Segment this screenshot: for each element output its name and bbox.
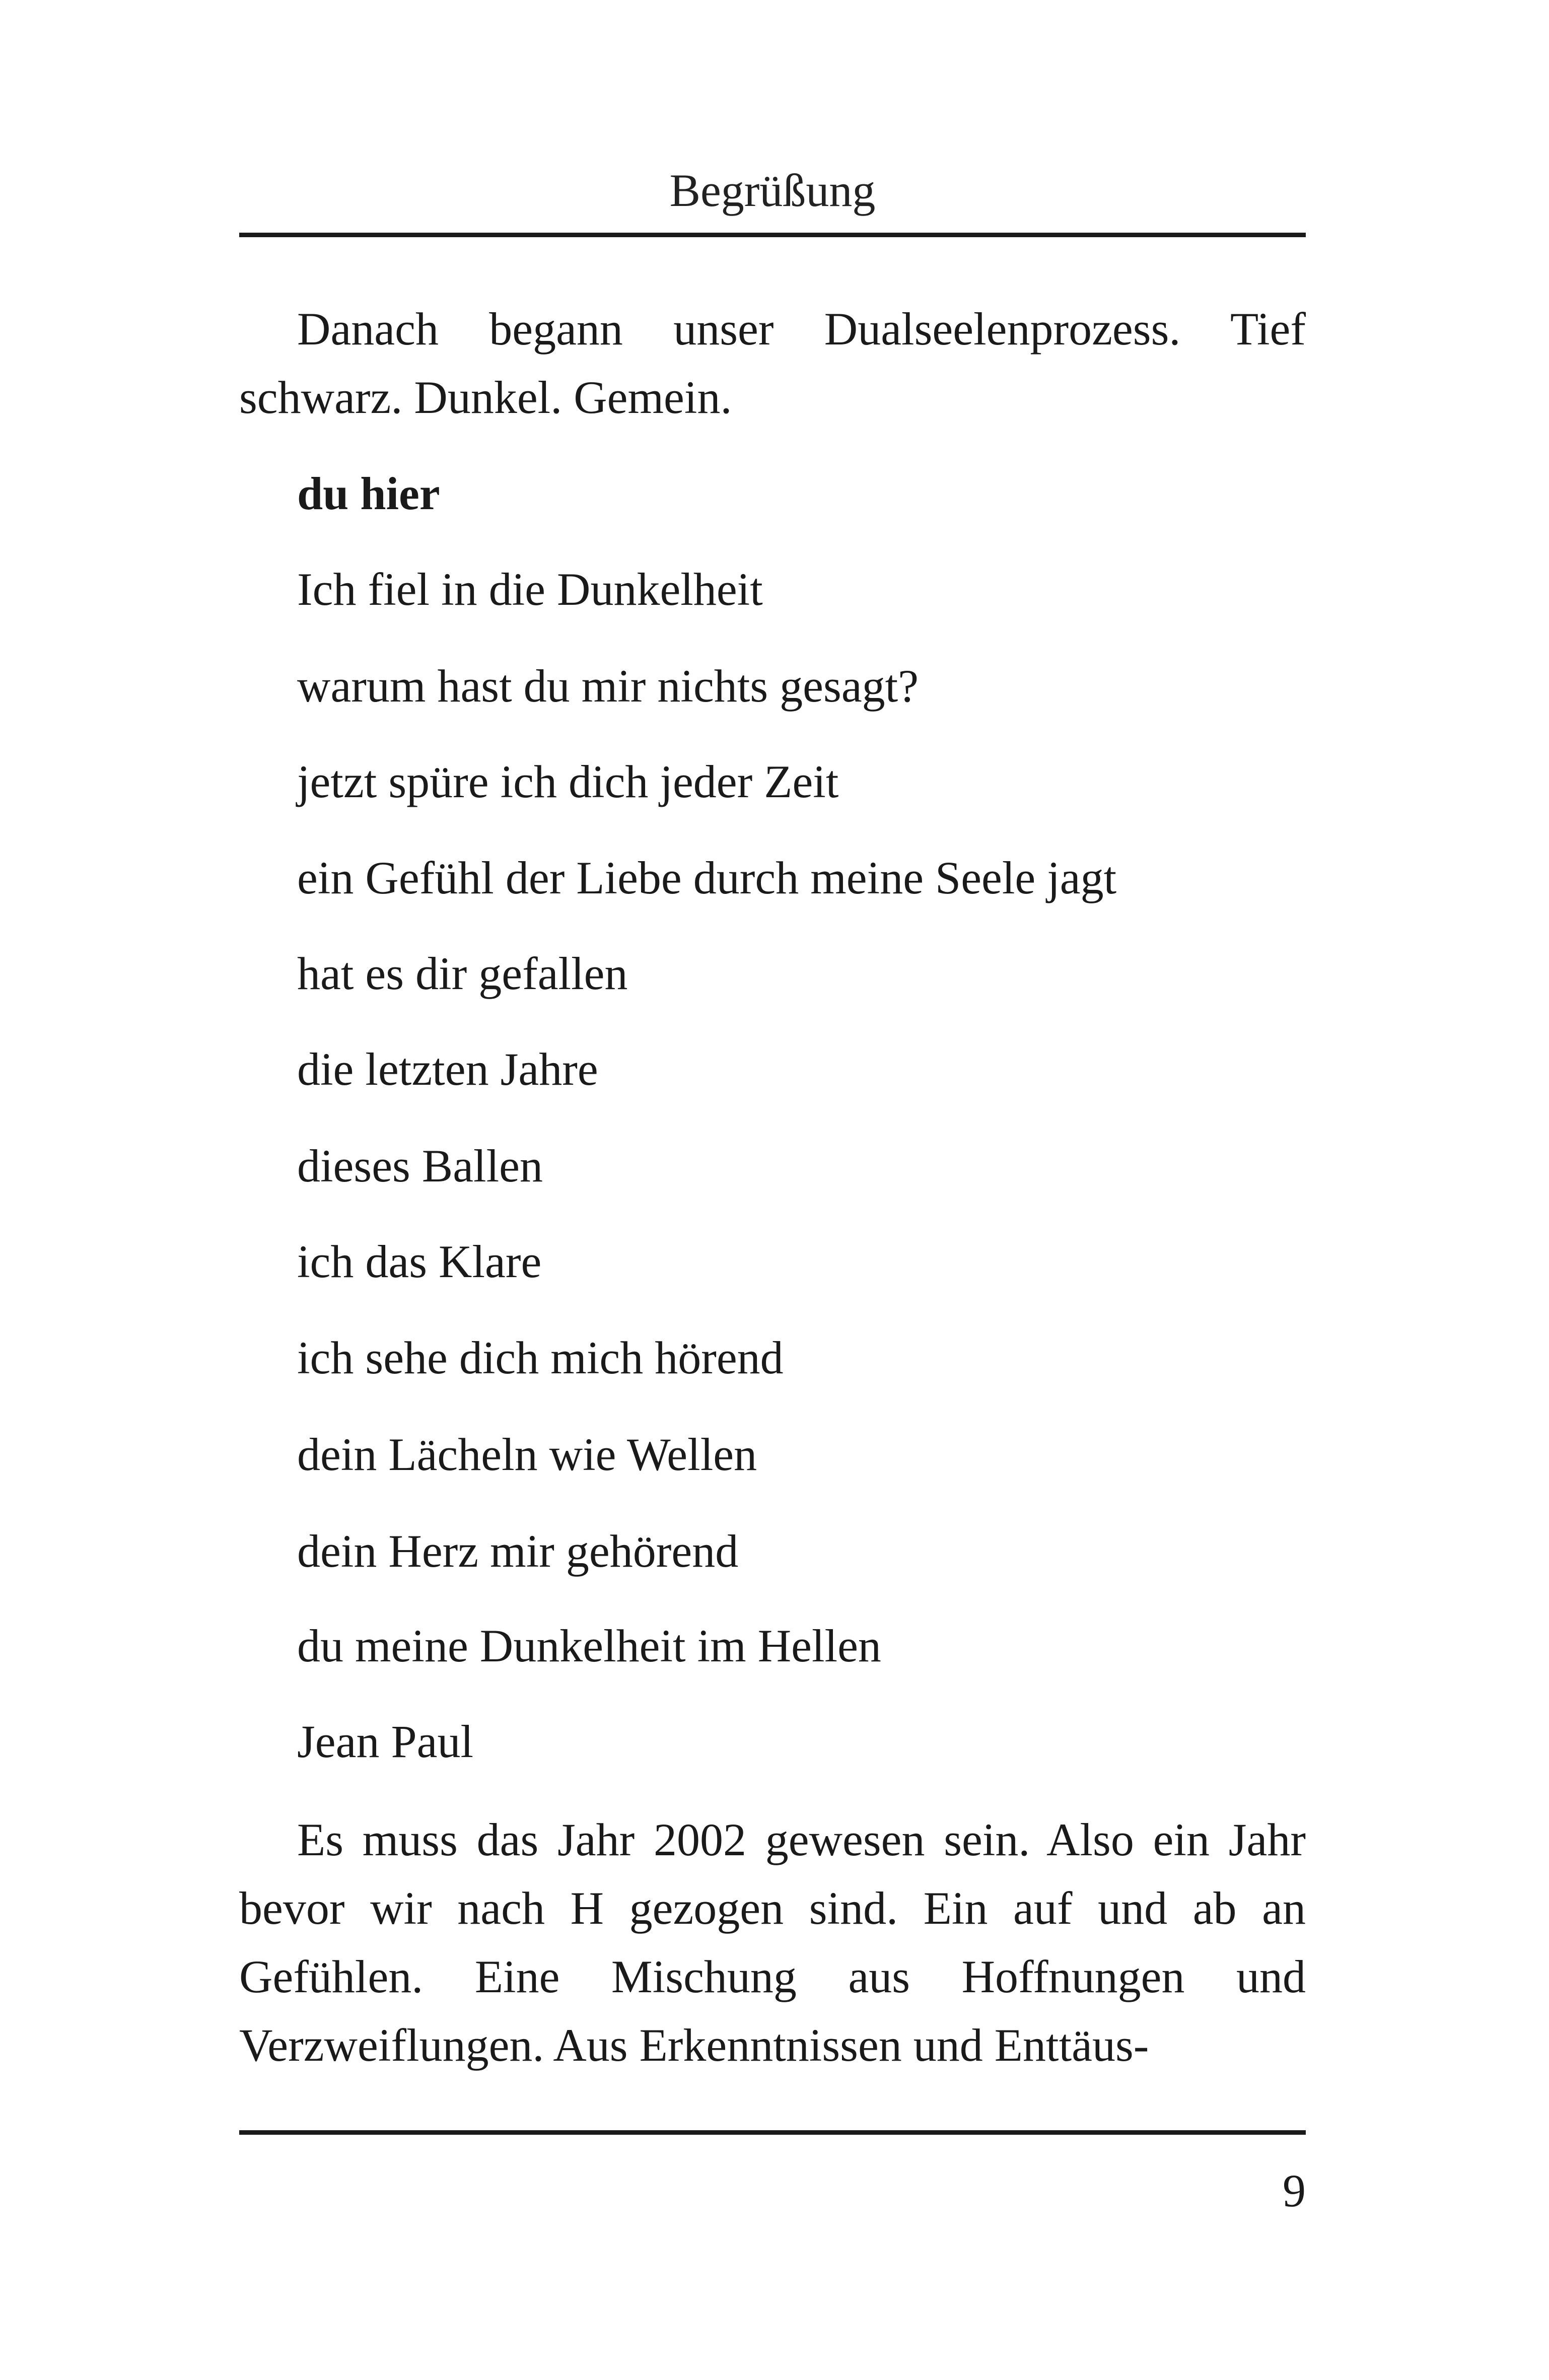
poem-line: ich sehe dich mich hörend: [297, 1332, 784, 1383]
poem-line: du meine Dunkelheit im Hellen: [297, 1620, 881, 1671]
header-rule: [239, 233, 1306, 237]
poem-line: dein Herz mir gehörend: [297, 1525, 739, 1577]
poem-line: Ich fiel in die Dunkelheit: [297, 564, 763, 615]
poem-line: dein Lächeln wie Wellen: [297, 1429, 757, 1480]
poem-line: die letzten Jahre: [297, 1043, 598, 1095]
paragraph-intro: Danach begann unser Dualseelenprozess. Tief schwarz. Dunkel. Gemein.: [239, 303, 1306, 423]
running-header: Begrüßung: [669, 165, 876, 216]
footer-rule: [239, 2130, 1306, 2135]
poem-line: dieses Ballen: [297, 1140, 543, 1192]
poem-title: du hier: [297, 468, 440, 519]
poem-line: hat es dir gefallen: [297, 948, 628, 999]
poem-line: ich das Klare: [297, 1236, 542, 1287]
poem-line: ein Gefühl der Liebe durch meine Seele jagt: [297, 852, 1117, 903]
poem-author: Jean Paul: [297, 1716, 474, 1767]
page-number: 9: [1283, 2165, 1306, 2216]
paragraph-continuation: Es muss das Jahr 2002 gewesen sein. Also ein Jahr bevor wir nach H gezogen sind. Ein auf und ab an Gefühlen. Eine Mischung aus Hoffnungen und Verzweiflungen. Aus Erkenntnissen und Enttäus-: [239, 1814, 1306, 2071]
poem-line: jetzt spüre ich dich jeder Zeit: [297, 756, 839, 807]
poem-line: warum hast du mir nichts gesagt?: [297, 660, 919, 712]
